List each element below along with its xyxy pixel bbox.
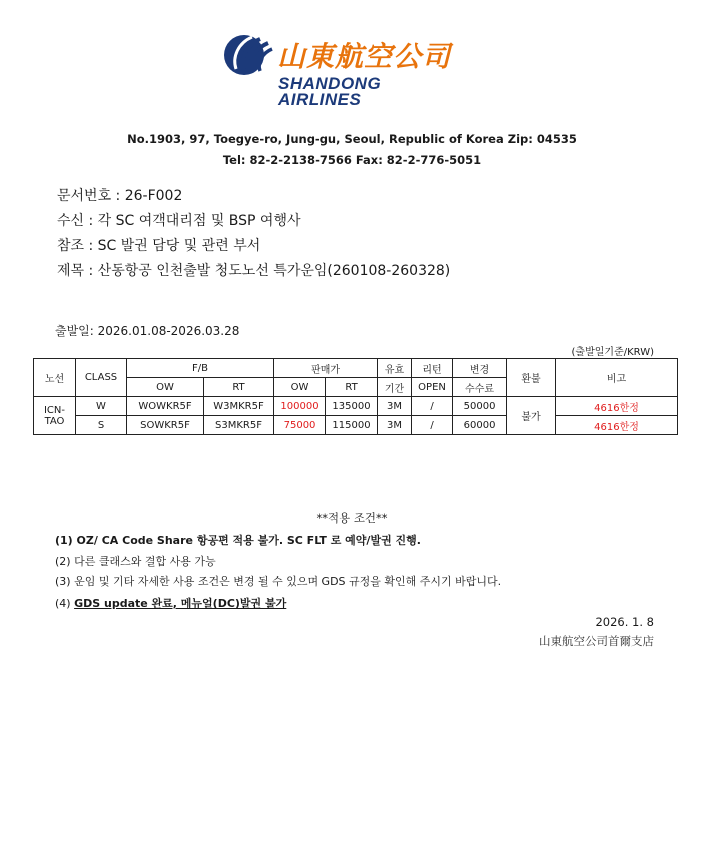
header-change-bottom: 수수료 xyxy=(453,378,507,397)
header-validity-top: 유효 xyxy=(378,359,412,378)
price-ow-cell: 100000 xyxy=(274,397,326,416)
header-refund: 환불 xyxy=(507,359,556,397)
table-row xyxy=(34,416,678,435)
remark-cell: 4616한정 xyxy=(556,416,678,435)
header-price-rt: RT xyxy=(326,378,378,397)
header-route: 노선 xyxy=(34,359,76,397)
return-open-cell: / xyxy=(412,416,453,435)
price-ow-cell: 75000 xyxy=(274,416,326,435)
route-cell xyxy=(34,397,76,435)
logo-chinese-name: 山東航空公司 xyxy=(277,40,452,73)
departure-period: 출발일: 2026.01.08-2026.03.28 xyxy=(55,324,240,338)
logo-english-line1: SHANDONG xyxy=(278,74,382,93)
phone-fax-line: Tel: 82-2-2138-7566 Fax: 82-2-776-5051 xyxy=(222,153,482,167)
currency-basis-note: (출발일기준/KRW) xyxy=(571,347,654,358)
fb-ow-cell: SOWKR5F xyxy=(127,416,204,435)
logo-english-line2: AIRLINES xyxy=(278,90,362,109)
header-price-ow: OW xyxy=(274,378,326,397)
header-change-top: 변경 xyxy=(453,359,507,378)
shandong-airlines-emblem-icon xyxy=(222,31,274,79)
validity-cell: 3M xyxy=(378,416,412,435)
recipient: 수신 : 각 SC 여객대리점 및 BSP 여행사 xyxy=(57,213,301,229)
reference: 참조 : SC 발권 담당 및 관련 부서 xyxy=(57,238,261,254)
header-fare-basis: F/B xyxy=(127,359,274,378)
change-fee-cell: 60000 xyxy=(453,416,507,435)
condition-2: (2) 다른 클래스와 결합 사용 가능 xyxy=(55,555,216,568)
condition-1: (1) OZ/ CA Code Share 항공편 적용 불가. SC FLT 로 예약/발권 진행. xyxy=(55,534,421,547)
header-return-top: 리턴 xyxy=(412,359,453,378)
class-cell: W xyxy=(76,397,127,416)
condition-4-text: GDS update 완료, 메뉴얼(DC)발권 불가 xyxy=(74,597,287,610)
header-class: CLASS xyxy=(76,359,127,397)
table-row xyxy=(34,397,678,416)
conditions-title: **적용 조건** xyxy=(316,511,388,525)
price-rt-cell: 115000 xyxy=(326,416,378,435)
condition-4 xyxy=(55,595,286,611)
fb-rt-cell: S3MKR5F xyxy=(204,416,274,435)
route-destination: TAO xyxy=(44,415,65,427)
document-date: 2026. 1. 8 xyxy=(595,615,654,629)
issuing-branch: 山東航空公司首爾支店 xyxy=(539,634,654,648)
fare-table xyxy=(33,358,678,435)
airline-logo xyxy=(222,31,482,107)
route-origin: ICN- xyxy=(43,404,66,416)
fb-rt-cell: W3MKR5F xyxy=(204,397,274,416)
document-number: 문서번호 : 26-F002 xyxy=(57,188,183,204)
class-cell: S xyxy=(76,416,127,435)
change-fee-cell: 50000 xyxy=(453,397,507,416)
header-sale-price: 판매가 xyxy=(274,359,378,378)
subject: 제목 : 산동항공 인천출발 청도노선 특가운임(260108-260328) xyxy=(57,263,451,279)
header-remark: 비고 xyxy=(556,359,678,397)
validity-cell: 3M xyxy=(378,397,412,416)
remark-cell: 4616한정 xyxy=(556,397,678,416)
price-rt-cell: 135000 xyxy=(326,397,378,416)
table-header-row xyxy=(34,359,678,378)
condition-3: (3) 운임 및 기타 자세한 사용 조건은 변경 될 수 있으며 GDS 규정을 확인해 주시기 바랍니다. xyxy=(55,575,502,588)
return-open-cell: / xyxy=(412,397,453,416)
fb-ow-cell: WOWKR5F xyxy=(127,397,204,416)
header-fb-ow: OW xyxy=(127,378,204,397)
header-fb-rt: RT xyxy=(204,378,274,397)
address-line: No.1903, 97, Toegye-ro, Jung-gu, Seoul, Republic of Korea Zip: 04535 xyxy=(127,132,577,146)
refund-cell: 불가 xyxy=(507,397,556,435)
header-validity-bottom: 기간 xyxy=(378,378,412,397)
condition-4-prefix: (4) xyxy=(55,597,75,610)
header-return-bottom: OPEN xyxy=(412,378,453,397)
